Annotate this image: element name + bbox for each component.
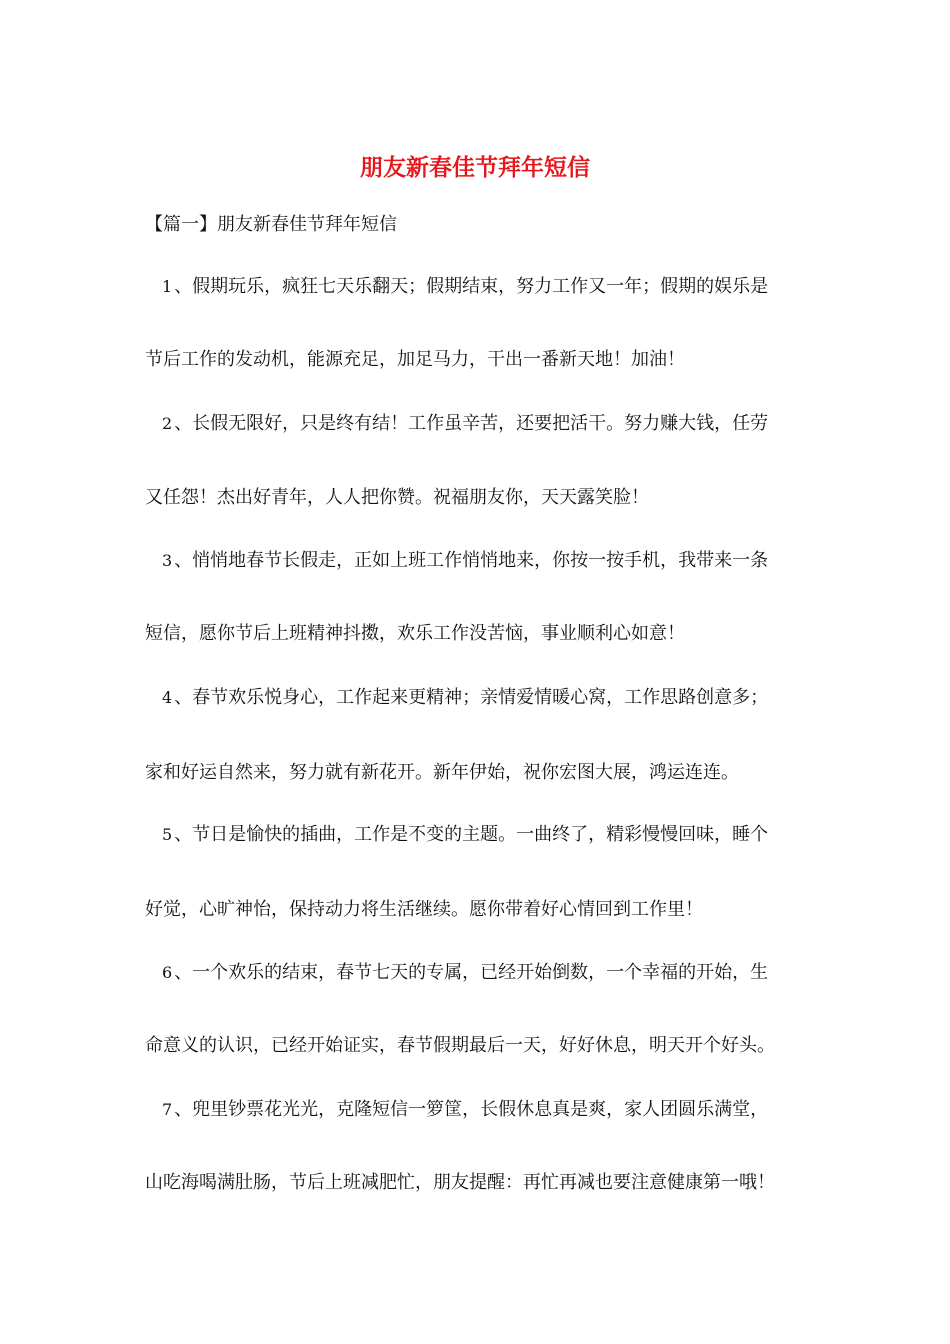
- item-1-line-1: [162, 272, 815, 302]
- item-7-line-1: [162, 1095, 815, 1125]
- item-4-line-1: [162, 683, 815, 713]
- item-5-number: 5: [162, 825, 173, 844]
- item-2-line-2: 又任怨！杰出好青年，人人把你赞。祝福朋友你，天天露笑脸！: [145, 487, 649, 508]
- item-5-text-1: 、节日是愉快的插曲，工作是不变的主题。一曲终了，精彩慢慢回味，睡个: [174, 824, 769, 845]
- item-6-number: 6: [162, 963, 173, 982]
- item-1-line-2: 节后工作的发动机，能源充足，加足马力，干出一番新天地！加油！: [145, 349, 685, 370]
- item-7-text-1: 、兜里钞票花光光，克隆短信一箩筐，长假休息真是爽，家人团圆乐满堂，: [174, 1099, 769, 1120]
- item-6-line-1: [162, 958, 815, 988]
- item-2-number: 2: [162, 414, 173, 433]
- item-1-text-1: 、假期玩乐，疯狂七天乐翻天；假期结束，努力工作又一年；假期的娱乐是: [174, 276, 769, 297]
- item-3-number: 3: [162, 551, 173, 570]
- item-4-line-2: 家和好运自然来，努力就有新花开。新年伊始，祝你宏图大展，鸿运连连。: [145, 762, 739, 783]
- item-2-line-1: [162, 409, 815, 439]
- item-4-text-1: 、春节欢乐悦身心，工作起来更精神；亲情爱情暖心窝，工作思路创意多；: [174, 687, 769, 708]
- item-3-text-1: 、悄悄地春节长假走，正如上班工作悄悄地来，你按一按手机，我带来一条: [174, 550, 769, 571]
- item-6-line-2: 命意义的认识，已经开始证实，春节假期最后一天，好好休息，明天开个好头。: [145, 1035, 775, 1056]
- item-3-line-1: [162, 546, 815, 576]
- item-7-line-2: 山吃海喝满肚肠，节后上班减肥忙，朋友提醒：再忙再减也要注意健康第一哦！: [145, 1172, 775, 1193]
- document-title: 朋友新春佳节拜年短信: [360, 154, 590, 181]
- item-1-number: 1: [162, 277, 173, 296]
- item-5-line-2: 好觉，心旷神怡，保持动力将生活继续。愿你带着好心情回到工作里！: [145, 899, 703, 920]
- item-5-line-1: [162, 820, 815, 850]
- item-7-number: 7: [162, 1100, 173, 1119]
- section-heading: 【篇一】朋友新春佳节拜年短信: [145, 214, 397, 235]
- item-6-text-1: 、一个欢乐的结束，春节七天的专属，已经开始倒数，一个幸福的开始，生: [174, 962, 769, 983]
- item-3-line-2: 短信，愿你节后上班精神抖擞，欢乐工作没苦恼，事业顺利心如意！: [145, 623, 685, 644]
- item-4-number: 4: [162, 688, 173, 707]
- item-2-text-1: 、长假无限好，只是终有结！工作虽辛苦，还要把活干。努力赚大钱，任劳: [174, 413, 769, 434]
